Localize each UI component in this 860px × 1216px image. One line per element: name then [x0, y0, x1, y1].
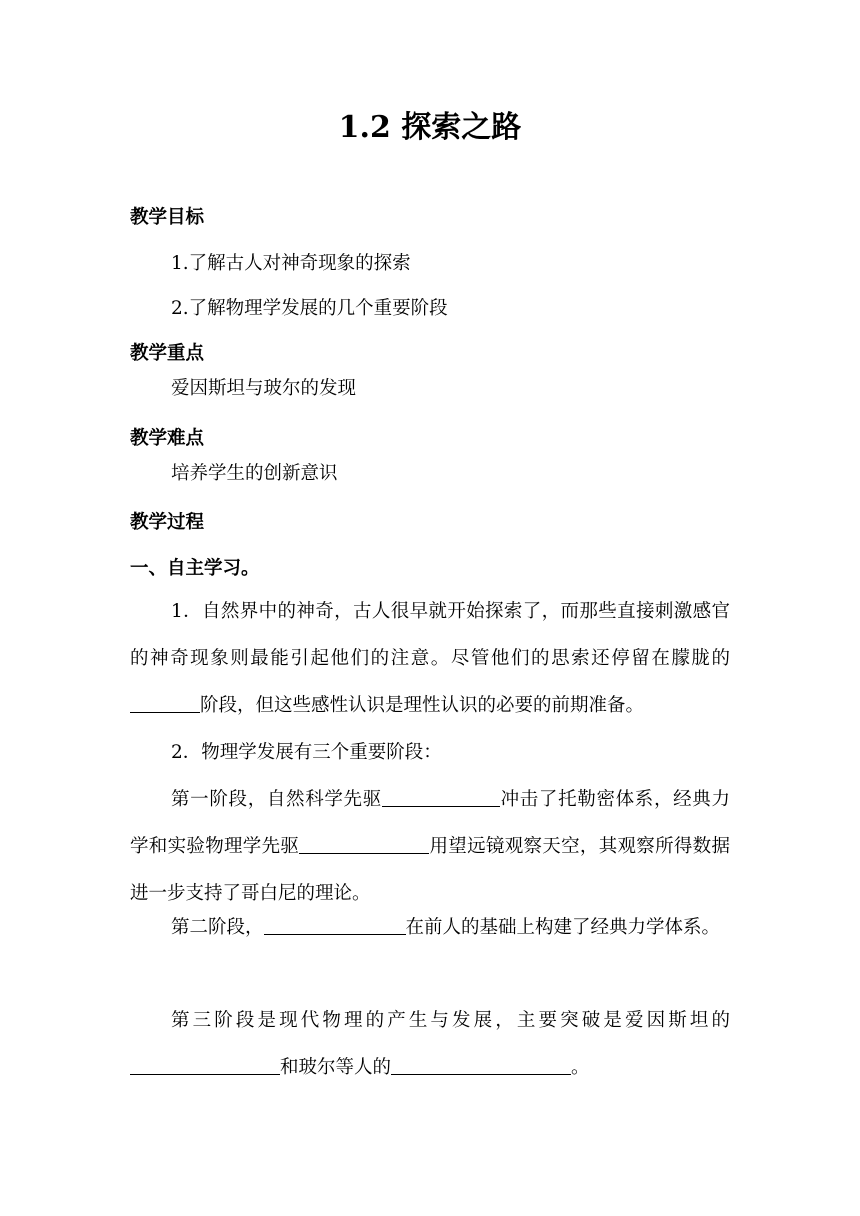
objective-item-2: 2.了解物理学发展的几个重要阶段	[171, 298, 448, 319]
fill-blank-6[interactable]	[391, 1054, 571, 1075]
paragraph-5-text-c: 。	[571, 1057, 590, 1078]
paragraph-3-text-b: 冲击了托勒密体系，经典力学和实验物理学先驱	[130, 789, 730, 857]
key-points-heading: 教学重点	[130, 343, 205, 364]
fill-blank-4[interactable]	[264, 914, 406, 935]
paragraph-1-text-a: 1．自然界中的神奇，古人很早就开始探索了，而那些直接刺激感官的神奇现象则最能引起他们的注意。尽管他们的思索还停留在朦胧的	[130, 601, 730, 669]
fill-blank-5[interactable]	[130, 1054, 280, 1075]
paragraph-3	[130, 776, 730, 917]
process-heading: 教学过程	[130, 512, 205, 533]
paragraph-4	[130, 904, 730, 951]
paragraph-4-text-b: 在前人的基础上构建了经典力学体系。	[405, 917, 721, 938]
paragraph-4-text-a: 第二阶段，	[171, 917, 264, 938]
paragraph-2: 2．物理学发展有三个重要阶段：	[171, 742, 442, 763]
paragraph-3-text-a: 第一阶段，自然科学先驱	[171, 789, 382, 810]
difficulties-text: 培养学生的创新意识	[171, 463, 338, 484]
key-points-text: 爱因斯坦与玻尔的发现	[171, 378, 357, 399]
paragraph-5-text-a: 第三阶段是现代物理的产生与发展，主要突破是爱因斯坦的	[171, 1010, 730, 1031]
fill-blank-1[interactable]	[130, 692, 200, 713]
paragraph-5	[130, 997, 730, 1091]
fill-blank-3[interactable]	[299, 833, 429, 854]
paragraph-1-text-b: 阶段，但这些感性认识是理性认识的必要的前期准备。	[200, 695, 645, 716]
fill-blank-2[interactable]	[382, 786, 500, 807]
page-title: 1.2 探索之路	[338, 110, 522, 145]
paragraph-3-text-c: 用望远镜观察天空，其观察所得数据进一步支持了哥白尼的理论。	[130, 836, 730, 904]
paragraph-1	[130, 588, 730, 729]
difficulties-heading: 教学难点	[130, 428, 205, 449]
paragraph-5-text-b: 和玻尔等人的	[280, 1057, 392, 1078]
objective-item-1: 1.了解古人对神奇现象的探索	[171, 253, 411, 274]
objectives-heading: 教学目标	[130, 207, 205, 228]
section-heading-self-study: 一、自主学习。	[130, 558, 260, 579]
